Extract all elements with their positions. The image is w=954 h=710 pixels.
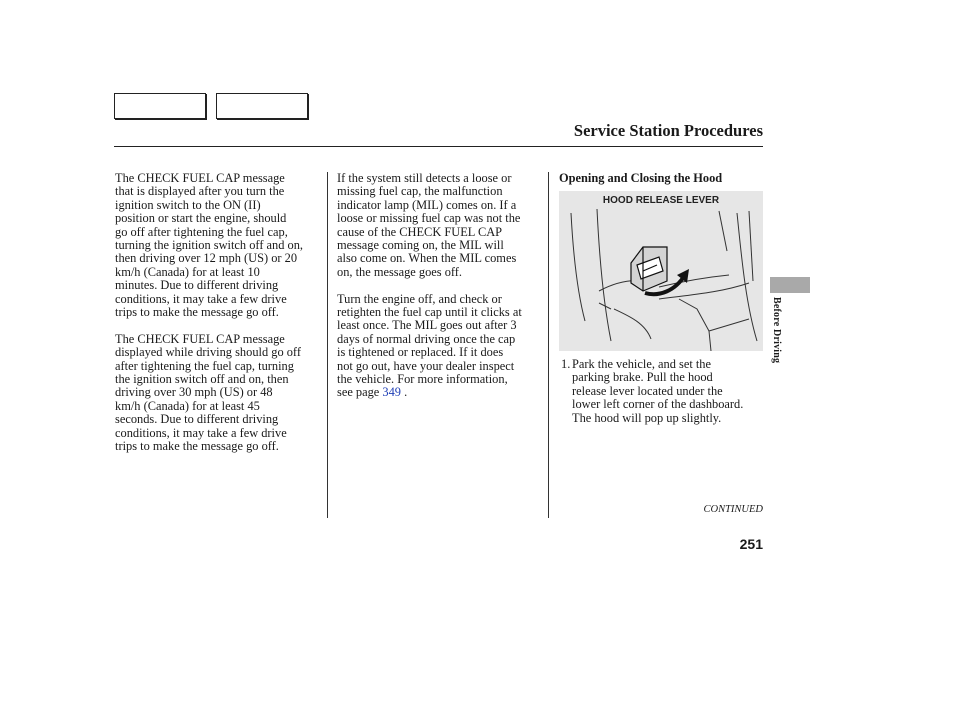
page-title: Service Station Procedures [573, 121, 763, 140]
paragraph-fuel-cap-message: The CHECK FUEL CAP message that is displayed after you turn the ignition switch to the ON (II) position or start the engine, should go off after tightening the fuel cap, turning the ignition switch off and on, then driving over 12 mph (US) or 20 km/h (Canada) for at least 10 minutes. Due to different driving conditions, it may take a few drive trips to make the message go off. [115, 171, 304, 320]
nav-button-next[interactable] [216, 93, 308, 119]
nav-button-previous[interactable] [114, 93, 206, 119]
figure-label: HOOD RELEASE LEVER [602, 195, 720, 206]
section-tab-label: Before Driving [771, 297, 782, 364]
paragraph-retighten: Turn the engine off, and check or retighten the fuel cap until it clicks at least once. The MIL goes out after 3 days of normal driving once the cap is tightened or replaced. If it does not go out, have your dealer inspect the vehicle. For more information, see page 349 . [337, 293, 547, 400]
hood-release-illustration [559, 191, 763, 351]
title-divider [114, 146, 763, 147]
see-page-line: see page 349 . [337, 385, 408, 400]
subheading: Opening and Closing the Hood [559, 171, 723, 185]
column-1 [115, 172, 325, 467]
paragraph-mil: If the system still detects a loose or missing fuel cap, the malfunction indicator lamp (MIL) comes on. If a loose or missing fuel cap was not the cause of the CHECK FUEL CAP message coming on, the MIL will also come on. When the MIL comes on, the message goes off. [337, 171, 521, 279]
hood-release-lever-drawing [559, 191, 763, 351]
paragraph-fuel-cap-driving: The CHECK FUEL CAP message displayed while driving should go off after tightening the fuel cap, turning the ignition switch off and on, then driving over 30 mph (US) or 48 km/h (Canada) for at least 45 seconds. Due to different driving conditions, it may take a few drive trips to make the message go off. [115, 331, 301, 454]
page-number: 251 [739, 536, 763, 552]
page-reference-link[interactable]: 349 [382, 385, 401, 400]
step-text: Park the vehicle, and set the parking brake. Pull the hood release lever located under the lower left corner of the dashboard. The hood will pop up slightly. [572, 357, 744, 425]
continued-label: CONTINUED [703, 504, 763, 515]
step-number: 1. [561, 357, 571, 371]
column-divider-2 [548, 172, 549, 518]
column-3 [559, 172, 764, 191]
column-2 [337, 172, 547, 413]
column-divider-1 [327, 172, 328, 518]
section-tab [770, 277, 810, 293]
